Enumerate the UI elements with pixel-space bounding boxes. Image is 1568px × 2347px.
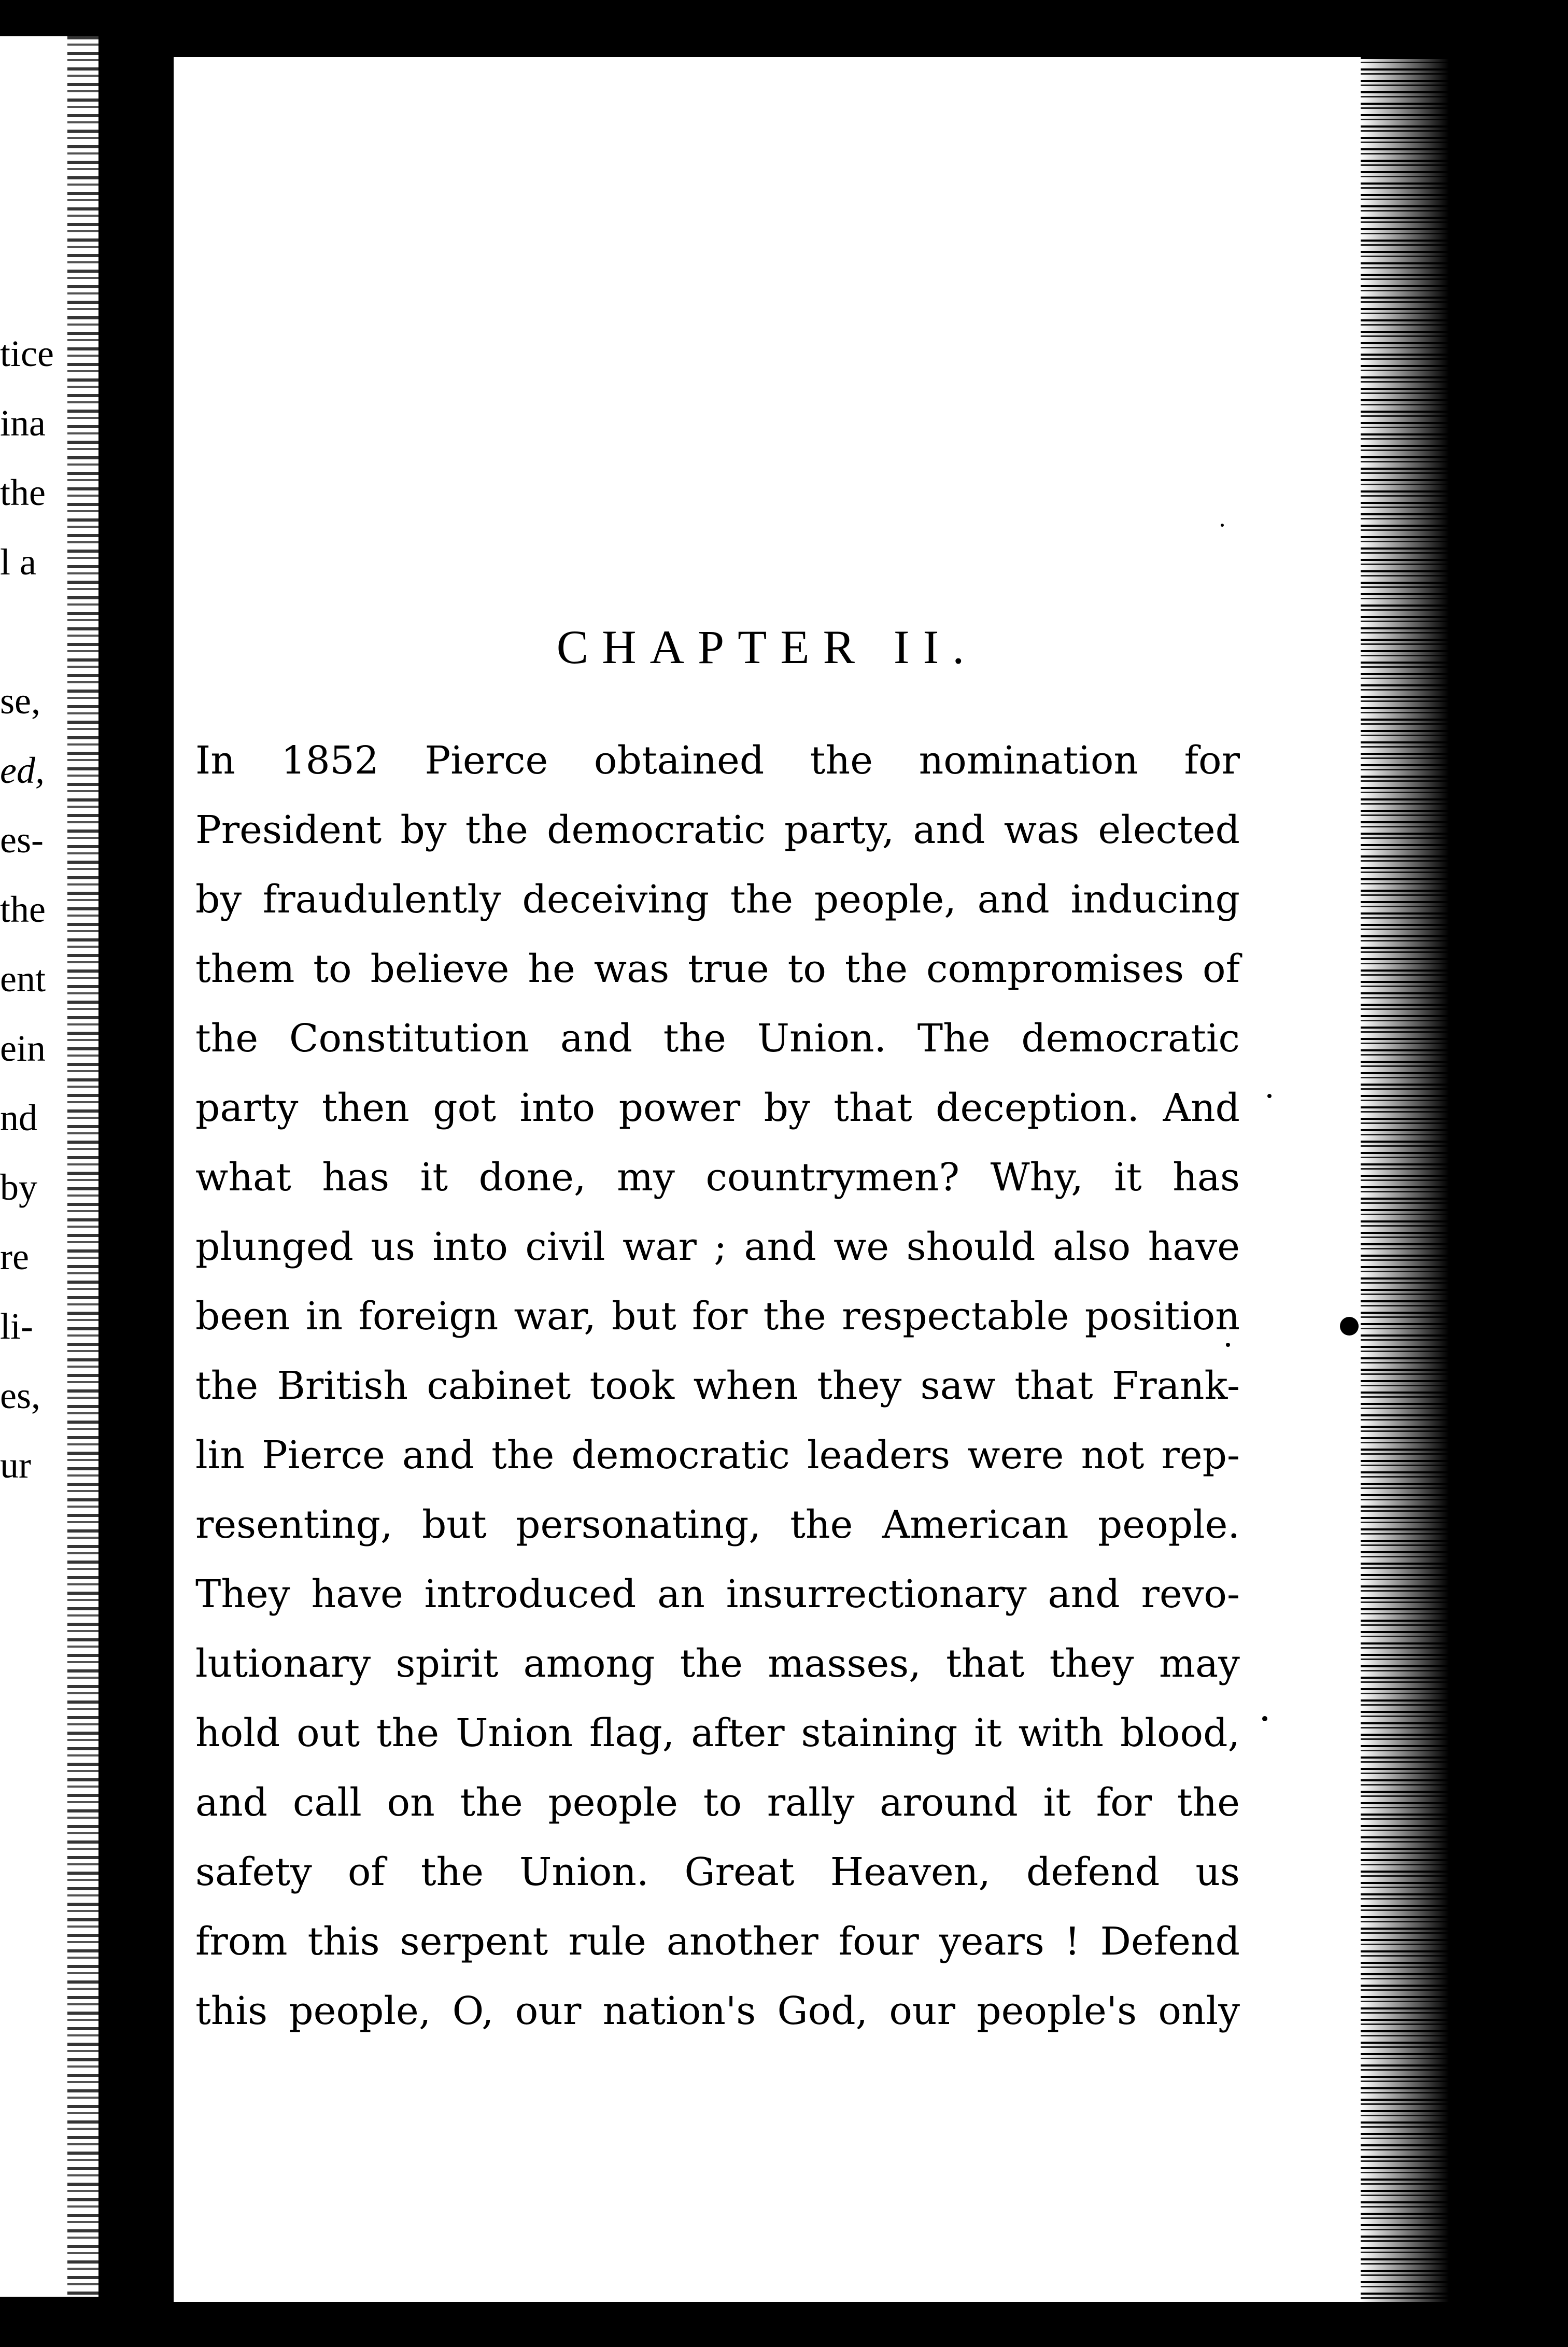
page-edge-texture bbox=[1361, 57, 1449, 2302]
text-line: them to believe he was true to the compromises of bbox=[195, 947, 1240, 991]
text-line: what has it done, my countrymen? Why, it has bbox=[195, 1155, 1240, 1200]
text-line: plunged us into civil war ; and we should also have bbox=[195, 1225, 1240, 1269]
text-line: this people, O, our nation's God, our people's only bbox=[195, 1989, 1240, 2033]
left-fragment: ent bbox=[0, 958, 46, 1000]
left-fragment: by bbox=[0, 1167, 37, 1208]
text-line: safety of the Union. Great Heaven, defend us bbox=[195, 1850, 1240, 1894]
left-fragment: the bbox=[0, 472, 46, 513]
text-line: In 1852 Pierce obtained the nomination for bbox=[195, 738, 1240, 783]
text-line: party then got into power by that deception. And bbox=[195, 1086, 1240, 1130]
left-fragment: ed, bbox=[0, 750, 45, 791]
book-page bbox=[174, 57, 1449, 2302]
speck bbox=[1267, 1094, 1272, 1098]
left-fragment: tice bbox=[0, 333, 54, 374]
left-fragment: se, bbox=[0, 680, 40, 722]
left-fragment: es, bbox=[0, 1375, 40, 1416]
left-fragment: l a bbox=[0, 541, 36, 583]
ink-blot bbox=[1340, 1317, 1359, 1336]
left-fragment: ein bbox=[0, 1028, 46, 1069]
body-text bbox=[195, 726, 1240, 2046]
left-fragment: the bbox=[0, 889, 46, 930]
text-line: and call on the people to rally around it for the bbox=[195, 1780, 1240, 1825]
left-fragment: re bbox=[0, 1236, 29, 1277]
speck bbox=[1221, 524, 1224, 527]
text-line: by fraudulently deceiving the people, and inducing bbox=[195, 877, 1240, 922]
text-line: the British cabinet took when they saw that Frank- bbox=[195, 1364, 1240, 1408]
text-line: from this serpent rule another four years ! Defend bbox=[195, 1919, 1240, 1964]
text-line: lutionary spirit among the masses, that they may bbox=[195, 1641, 1240, 1686]
text-line: the Constitution and the Union. The democratic bbox=[195, 1016, 1240, 1061]
text-line: They have introduced an insurrectionary and revo- bbox=[195, 1572, 1240, 1617]
left-fragment: ur bbox=[0, 1444, 31, 1486]
left-fragment bbox=[0, 597, 67, 666]
left-fragment: ina bbox=[0, 402, 46, 444]
text-line: hold out the Union flag, after staining it with blood, bbox=[195, 1711, 1240, 1755]
text-line: resenting, but personating, the American people. bbox=[195, 1502, 1240, 1547]
page-edge-texture bbox=[67, 36, 98, 2297]
left-fragment: nd bbox=[0, 1097, 37, 1139]
chapter-title: CHAPTER II. bbox=[556, 621, 978, 673]
text-line: President by the democratic party, and was elected bbox=[195, 808, 1240, 852]
left-fragment: li- bbox=[0, 1305, 33, 1347]
left-fragment: es- bbox=[0, 819, 44, 861]
text-line: lin Pierce and the democratic leaders were not rep- bbox=[195, 1433, 1240, 1478]
left-page-fragments bbox=[0, 319, 67, 1500]
speck bbox=[1226, 1343, 1230, 1347]
left-facing-page bbox=[0, 36, 98, 2297]
text-line: been in foreign war, but for the respectable position bbox=[195, 1294, 1240, 1339]
speck bbox=[1262, 1716, 1267, 1721]
